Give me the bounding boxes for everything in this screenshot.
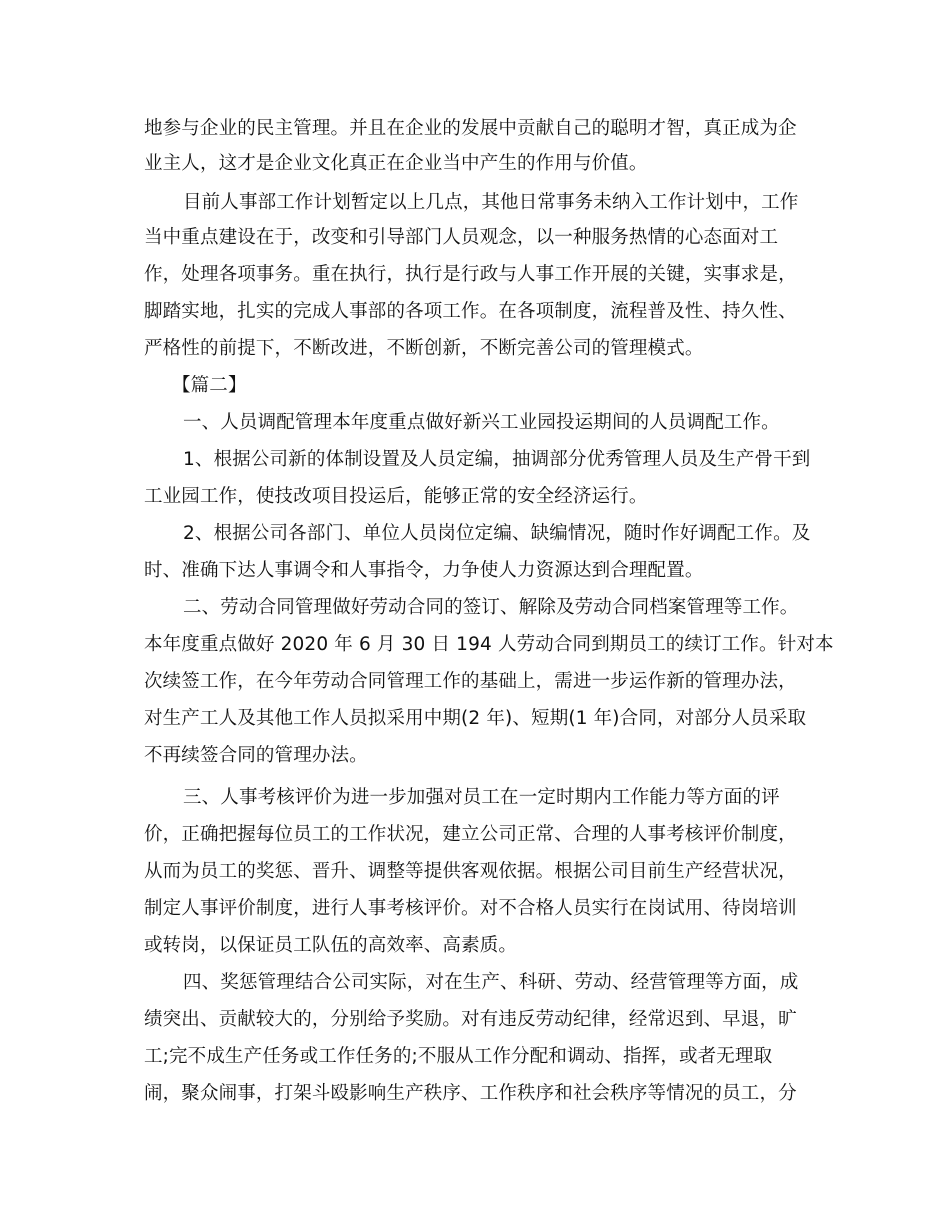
text-line: 时、准确下达人事调令和人事指令，力争使人力资源达到合理配置。 bbox=[144, 560, 704, 581]
text-line: 一、人员调配管理本年度重点做好新兴工业园投运期间的人员调配工作。 bbox=[183, 412, 780, 433]
text-line: 闹，聚众闹事，打架斗殴影响生产秩序、工作秩序和社会秩序等情况的员工，分 bbox=[144, 1083, 797, 1104]
text-line: 绩突出、贡献较大的，分别给予奖励。对有违反劳动纪律，经常迟到、早退，旷 bbox=[144, 1009, 797, 1030]
text-line: 严格性的前提下，不断改进，不断创新，不断完善公司的管理模式。 bbox=[144, 338, 704, 359]
text-line: 二、劳动合同管理做好劳动合同的签订、解除及劳动合同档案管理等工作。 bbox=[183, 597, 799, 618]
text-line: 对生产工人及其他工作人员拟采用中期(2 年)、短期(1 年)合同，对部分人员采取 bbox=[144, 708, 807, 729]
text-line: 目前人事部工作计划暂定以上几点，其他日常事务未纳入工作计划中，工作 bbox=[183, 192, 799, 213]
text-line: 当中重点建设在于，改变和引导部门人员观念，以一种服务热情的心态面对工 bbox=[144, 227, 779, 248]
text-line: 2、根据公司各部门、单位人员岗位定编、缺编情况，随时作好调配工作。及 bbox=[183, 523, 811, 544]
text-line: 价，正确把握每位员工的工作状况，建立公司正常、合理的人事考核评价制度， bbox=[144, 824, 797, 845]
text-line: 地参与企业的民主管理。并且在企业的发展中贡献自己的聪明才智，真正成为企 bbox=[144, 118, 797, 139]
text-line: 从而为员工的奖惩、晋升、调整等提供客观依据。根据公司目前生产经营状况， bbox=[144, 861, 797, 882]
text-line: 次续签工作，在今年劳动合同管理工作的基础上，需进一步运作新的管理办法， bbox=[144, 671, 797, 692]
section-heading: 【篇二】 bbox=[172, 375, 247, 396]
text-line: 工;完不成生产任务或工作任务的;不服从工作分配和调动、指挥，或者无理取 bbox=[144, 1046, 773, 1067]
text-line: 三、人事考核评价为进一步加强对员工在一定时期内工作能力等方面的评 bbox=[183, 787, 780, 808]
text-line: 本年度重点做好 2020 年 6 月 30 日 194 人劳动合同到期员工的续订工作。针对本 bbox=[144, 634, 834, 655]
text-line: 四、奖惩管理结合公司实际，对在生产、科研、劳动、经营管理等方面，成 bbox=[183, 972, 799, 993]
text-line: 业主人，这才是企业文化真正在企业当中产生的作用与价值。 bbox=[144, 153, 648, 174]
text-line: 工业园工作，使技改项目投运后，能够正常的安全经济运行。 bbox=[144, 486, 648, 507]
text-line: 作，处理各项事务。重在执行，执行是行政与人事工作开展的关键，实事求是， bbox=[144, 264, 797, 285]
text-line: 或转岗，以保证员工队伍的高效率、高素质。 bbox=[144, 935, 518, 956]
text-line: 脚踏实地，扎实的完成人事部的各项工作。在各项制度，流程普及性、持久性、 bbox=[144, 301, 797, 322]
text-line: 制定人事评价制度，进行人事考核评价。对不合格人员实行在岗试用、待岗培训 bbox=[144, 898, 797, 919]
text-line: 不再续签合同的管理办法。 bbox=[144, 745, 368, 766]
text-line: 1、根据公司新的体制设置及人员定编，抽调部分优秀管理人员及生产骨干到 bbox=[183, 449, 811, 470]
